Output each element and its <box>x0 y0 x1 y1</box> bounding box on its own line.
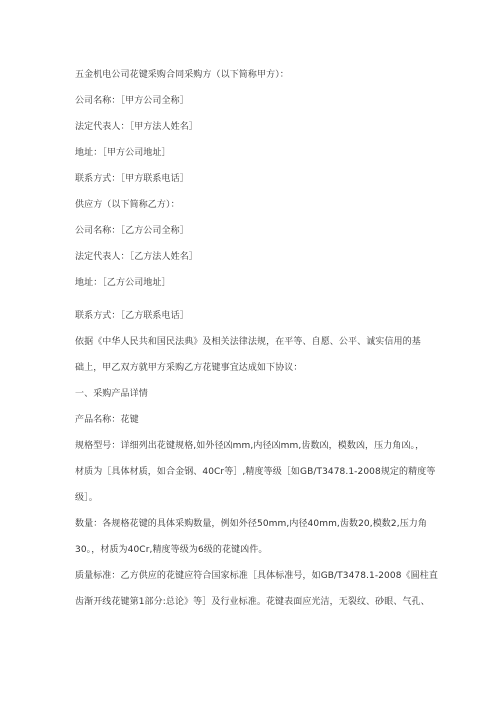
quantity-line-2: 30。，材质为40Cr,精度等级为6级的花键凶件。 <box>75 545 268 555</box>
quality-line-2: 齿渐开线花键第1部分:总论》等］及行业标准。花键表面应光洁，无裂纹、砂眼、气孔、 <box>75 597 430 607</box>
buyer-legal-representative: 法定代表人：［甲方法人姓名］ <box>75 122 198 132</box>
supplier-heading: 供应方（以下简称乙方）： <box>75 200 180 210</box>
quality-line-1: 质量标准：乙方供应的花键应符合国家标准［具体标准号，如GB/T3478.1-2008《圆柱直 <box>75 571 438 581</box>
preamble-line-2: 础上，甲乙双方就甲方采购乙方花键事宜达成如下协议： <box>75 363 303 373</box>
product-name: 产品名称：花键 <box>75 415 139 425</box>
supplier-company-name: 公司名称：［乙方公司全称］ <box>75 226 189 236</box>
buyer-company-name: 公司名称：［甲方公司全称］ <box>75 96 189 106</box>
preamble-line-1: 依据《中华人民共和国民法典》及相关法律法规，在平等、自愿、公平、诚实信用的基 <box>75 337 421 347</box>
supplier-address: 地址：［乙方公司地址］ <box>75 278 171 288</box>
supplier-legal-representative: 法定代表人：［乙方法人姓名］ <box>75 252 198 262</box>
spec-line-3: 级］。 <box>75 493 98 503</box>
spec-line-2: 材质为［具体材质，如合金钢、40Cr等］,精度等级［如GB/T3478.1-2008规定的精度等 <box>75 467 436 477</box>
buyer-address: 地址：［甲方公司地址］ <box>75 148 171 158</box>
spec-line-1: 规格型号：详细列出花键规格,如外径凶mm,内径凶mm,齿数凶，模数凶，压力角凶。， <box>75 441 425 451</box>
buyer-contact: 联系方式：［甲方联系电话］ <box>75 174 189 184</box>
supplier-contact: 联系方式：［乙方联系电话］ <box>75 311 189 321</box>
buyer-heading: 五金机电公司花键采购合同采购方（以下简称甲方）： <box>75 70 289 80</box>
quantity-line-1: 数量：各规格花键的具体采购数量，例如外径50mm,内径40mm,齿数20,模数2,压力角 <box>75 519 427 529</box>
section-heading-product-details: 一、采购产品详情 <box>75 389 148 399</box>
